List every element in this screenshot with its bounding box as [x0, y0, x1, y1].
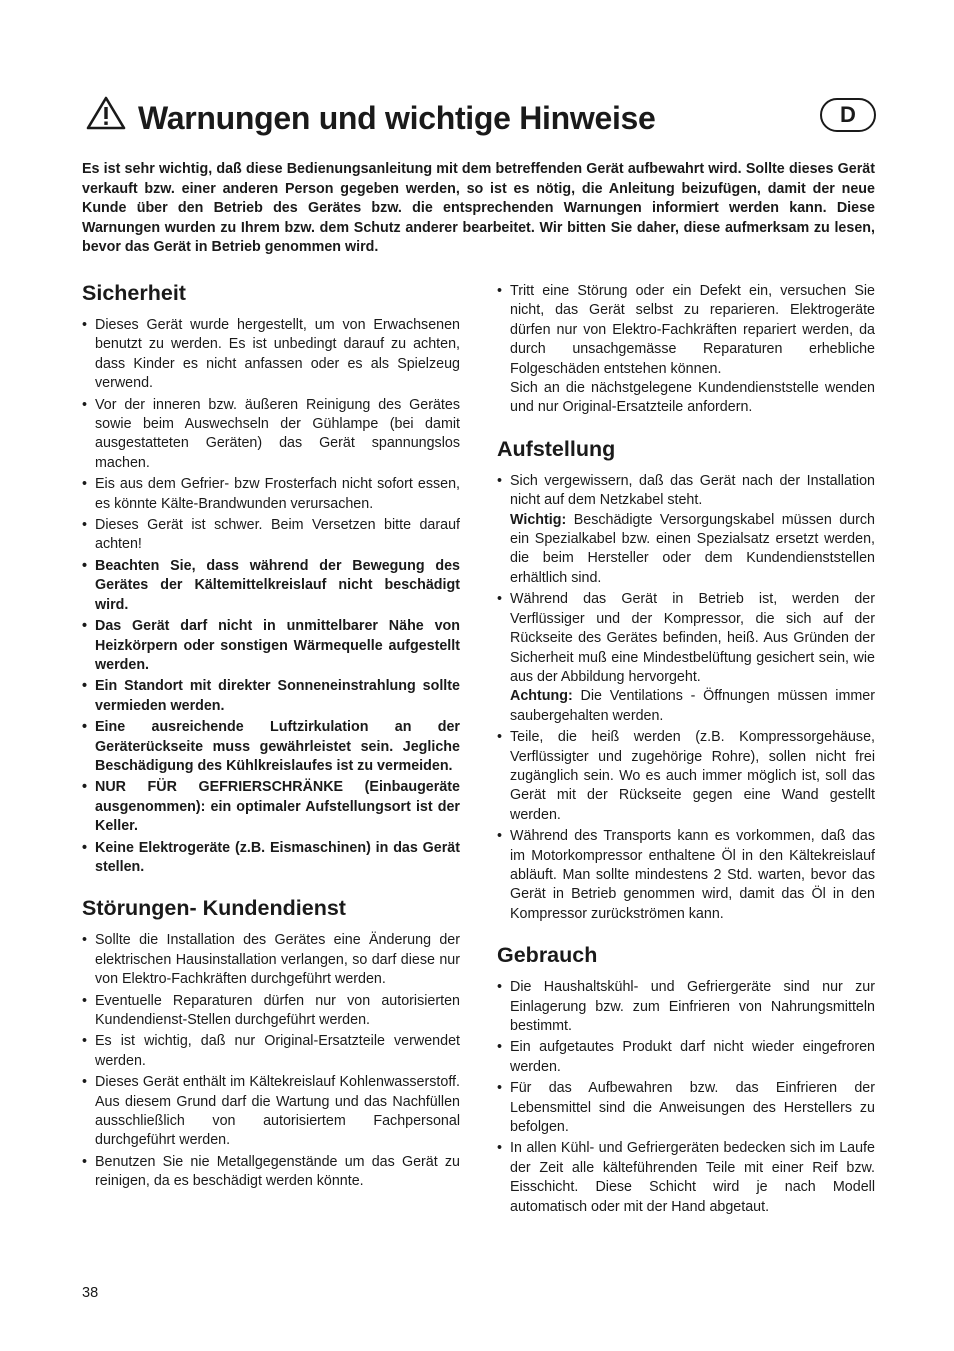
list-item [497, 590, 875, 726]
section-heading-gebrauch: Gebrauch [497, 943, 598, 968]
list-item: • Ein Standort mit direkter Sonneneinstrahlung sollte vermieden werden. [82, 677, 460, 716]
left-column [82, 280, 460, 1194]
list-item-note: Sich an die nächstgelegene Kundendienststelle wenden und nur Original-Ersatzteile anfordern. [510, 380, 875, 416]
gebrauch-list [497, 978, 875, 1217]
list-item: • NUR FÜR GEFRIERSCHRÄNKE (Einbaugeräte ausgenommen): ein optimaler Aufstellungsort ist der Keller. [82, 778, 460, 836]
page-title: Warnungen und wichtige Hinweise [138, 100, 656, 136]
intro-paragraph: Es ist sehr wichtig, daß diese Bedienungsanleitung mit dem betreffenden Gerät aufbewahrt wird. Sollte dieses Gerät verkauft bzw. einer anderen Person gegeben werden, so ist es nötig, die Anleitung beizufügen, damit der neue Kunde über den Betrieb des Gerätes bzw. die entsprechenden Warnungen informiert werden kann. Diese Warnungen wurden zu Ihrem bzw. dem Schutz anderer bearbeitet. Wir bitten Sie daher, diese aufmerksam zu lesen, bevor das Gerät in Betrieb genommen wird. [82, 161, 875, 256]
list-item-note [510, 687, 875, 726]
list-item: • Für das Aufbewahren bzw. das Einfrieren der Lebensmittel sind die Anweisungen des Herstellers zu befolgen. [497, 1079, 875, 1137]
sicherheit-list [82, 316, 460, 877]
list-item: • Sollte die Installation des Gerätes eine Änderung der elektrischen Hausinstallation verlangen, so darf diese nur von Elektro-Fachkräften durchgeführt werden. [82, 931, 460, 989]
aufstellung-list [497, 472, 875, 924]
section-heading-aufstellung: Aufstellung [497, 436, 616, 461]
note-label: Achtung: [510, 688, 573, 705]
list-item: • Dieses Gerät enthält im Kältekreislauf Kohlenwasserstoff. Aus diesem Grund darf die Wartung und das Nachfüllen ausschließlich von autorisiertem Fachpersonal durchgeführt werden. [82, 1073, 460, 1151]
list-item: • Die Haushaltskühl- und Gefriergeräte sind nur zur Einlagerung bzw. zum Einfrieren von Nahrungsmitteln bestimmt. [497, 978, 875, 1036]
list-item [497, 472, 875, 588]
list-item [497, 282, 875, 418]
note-text: Die Ventilations - Öffnungen müssen immer saubergehalten werden. [510, 688, 875, 724]
list-item: • Keine Elektrogeräte (z.B. Eismaschinen) in das Gerät stellen. [82, 839, 460, 878]
list-item-text: • Während das Gerät in Betrieb ist, werden der Verflüssiger und der Kompressor, die sich auf der Rückseite des Gerätes befinden, heiß. Aus Gründen der Sicherheit muß eine Mindestbelüftung gesichert sein, wie aus der Abbildung hervorgeht. [510, 591, 875, 685]
list-item: • Eis aus dem Gefrier- bzw Frosterfach nicht sofort essen, es könnte Kälte-Brandwunden verursachen. [82, 475, 460, 514]
section-heading-stoerungen: Störungen- Kundendienst [82, 896, 346, 921]
list-item: • In allen Kühl- und Gefriergeräten bedecken sich im Laufe der Zeit alle kälteführenden Teile mit einer Reif bzw. Eisschicht. Diese Schicht wird je nach Modell automatisch oder mit der Hand abgetaut. [497, 1139, 875, 1217]
list-item: • Beachten Sie, dass während der Bewegung des Gerätes der Kältemittelkreislauf nicht beschädigt wird. [82, 557, 460, 615]
page-number: 38 [82, 1285, 99, 1301]
list-item: • Vor der inneren bzw. äußeren Reinigung des Gerätes sowie beim Auswechseln der Gühlampe (bei damit ausgestatteten Geräten) das Gerät spannungslos machen. [82, 396, 460, 474]
list-item: • Eventuelle Reparaturen dürfen nur von autorisierten Kundendienst-Stellen durchgeführt werden. [82, 992, 460, 1031]
stoerungen-continued-list [497, 282, 875, 418]
section-heading-sicherheit: Sicherheit [82, 281, 186, 305]
list-item: • Das Gerät darf nicht in unmittelbarer Nähe von Heizkörpern oder sonstigen Wärmequelle aufgestellt werden. [82, 617, 460, 675]
list-item: • Während des Transports kann es vorkommen, daß das im Motorkompressor enthaltene Öl in den Kältekreislauf abläuft. Man sollte mindestens 2 Std. warten, bevor das Gerät in Betrieb genommen wird, damit das Öl in den Kompressor zurückströmen kann. [497, 827, 875, 924]
right-column [497, 282, 875, 1219]
list-item: • Dieses Gerät ist schwer. Beim Versetzen bitte darauf achten! [82, 516, 460, 555]
list-item: • Teile, die heiß werden (z.B. Kompressorgehäuse, Verflüssigter und zugehörige Rohre), sollen nicht frei zugänglich sein. Wo es auch immer möglich ist, soll das Gerät mit der Rückseite gegen eine Wand gestellt werden. [497, 728, 875, 825]
list-item: • Es ist wichtig, daß nur Original-Ersatzteile verwendet werden. [82, 1032, 460, 1071]
note-label: Wichtig: [510, 511, 567, 528]
language-badge: D [820, 98, 876, 132]
list-item: • Benutzen Sie nie Metallgegenstände um das Gerät zu reinigen, da es beschädigt werden könnte. [82, 1153, 460, 1192]
stoerungen-list [82, 931, 460, 1191]
list-item: • Eine ausreichende Luftzirkulation an der Geräterückseite muss gewährleistet sein. Jegliche Beschädigung des Kühlkreislaufes ist zu vermeiden. [82, 718, 460, 776]
list-item: • Ein aufgetautes Produkt darf nicht wieder eingefroren werden. [497, 1038, 875, 1077]
note-text: Beschädigte Versorgungskabel müssen durch ein Spezialkabel bzw. einen Spezialsatz ersetzt werden, die beim Hersteller oder dem Kundendienststellen erhältlich sind. [510, 511, 875, 586]
list-item: • Dieses Gerät wurde hergestellt, um von Erwachsenen benutzt zu werden. Es ist unbedingt darauf zu achten, dass Kinder es nicht anfassen oder es als Spielzeug verwend. [82, 316, 460, 394]
warning-triangle-icon [86, 96, 126, 130]
list-item-text: • Tritt eine Störung oder ein Defekt ein, versuchen Sie nicht, das Gerät selbst zu reparieren. Elektrogeräte dürfen nur von Elektro-Fachkräften repariert werden, da durch unsachgemässe Reparaturen erhebliche Folgeschäden entstehen können. [510, 283, 875, 377]
list-item-note [510, 511, 875, 589]
page-header [82, 96, 877, 144]
list-item-text: • Sich vergewissern, daß das Gerät nach der Installation nicht auf dem Netzkabel steht. [510, 472, 875, 509]
